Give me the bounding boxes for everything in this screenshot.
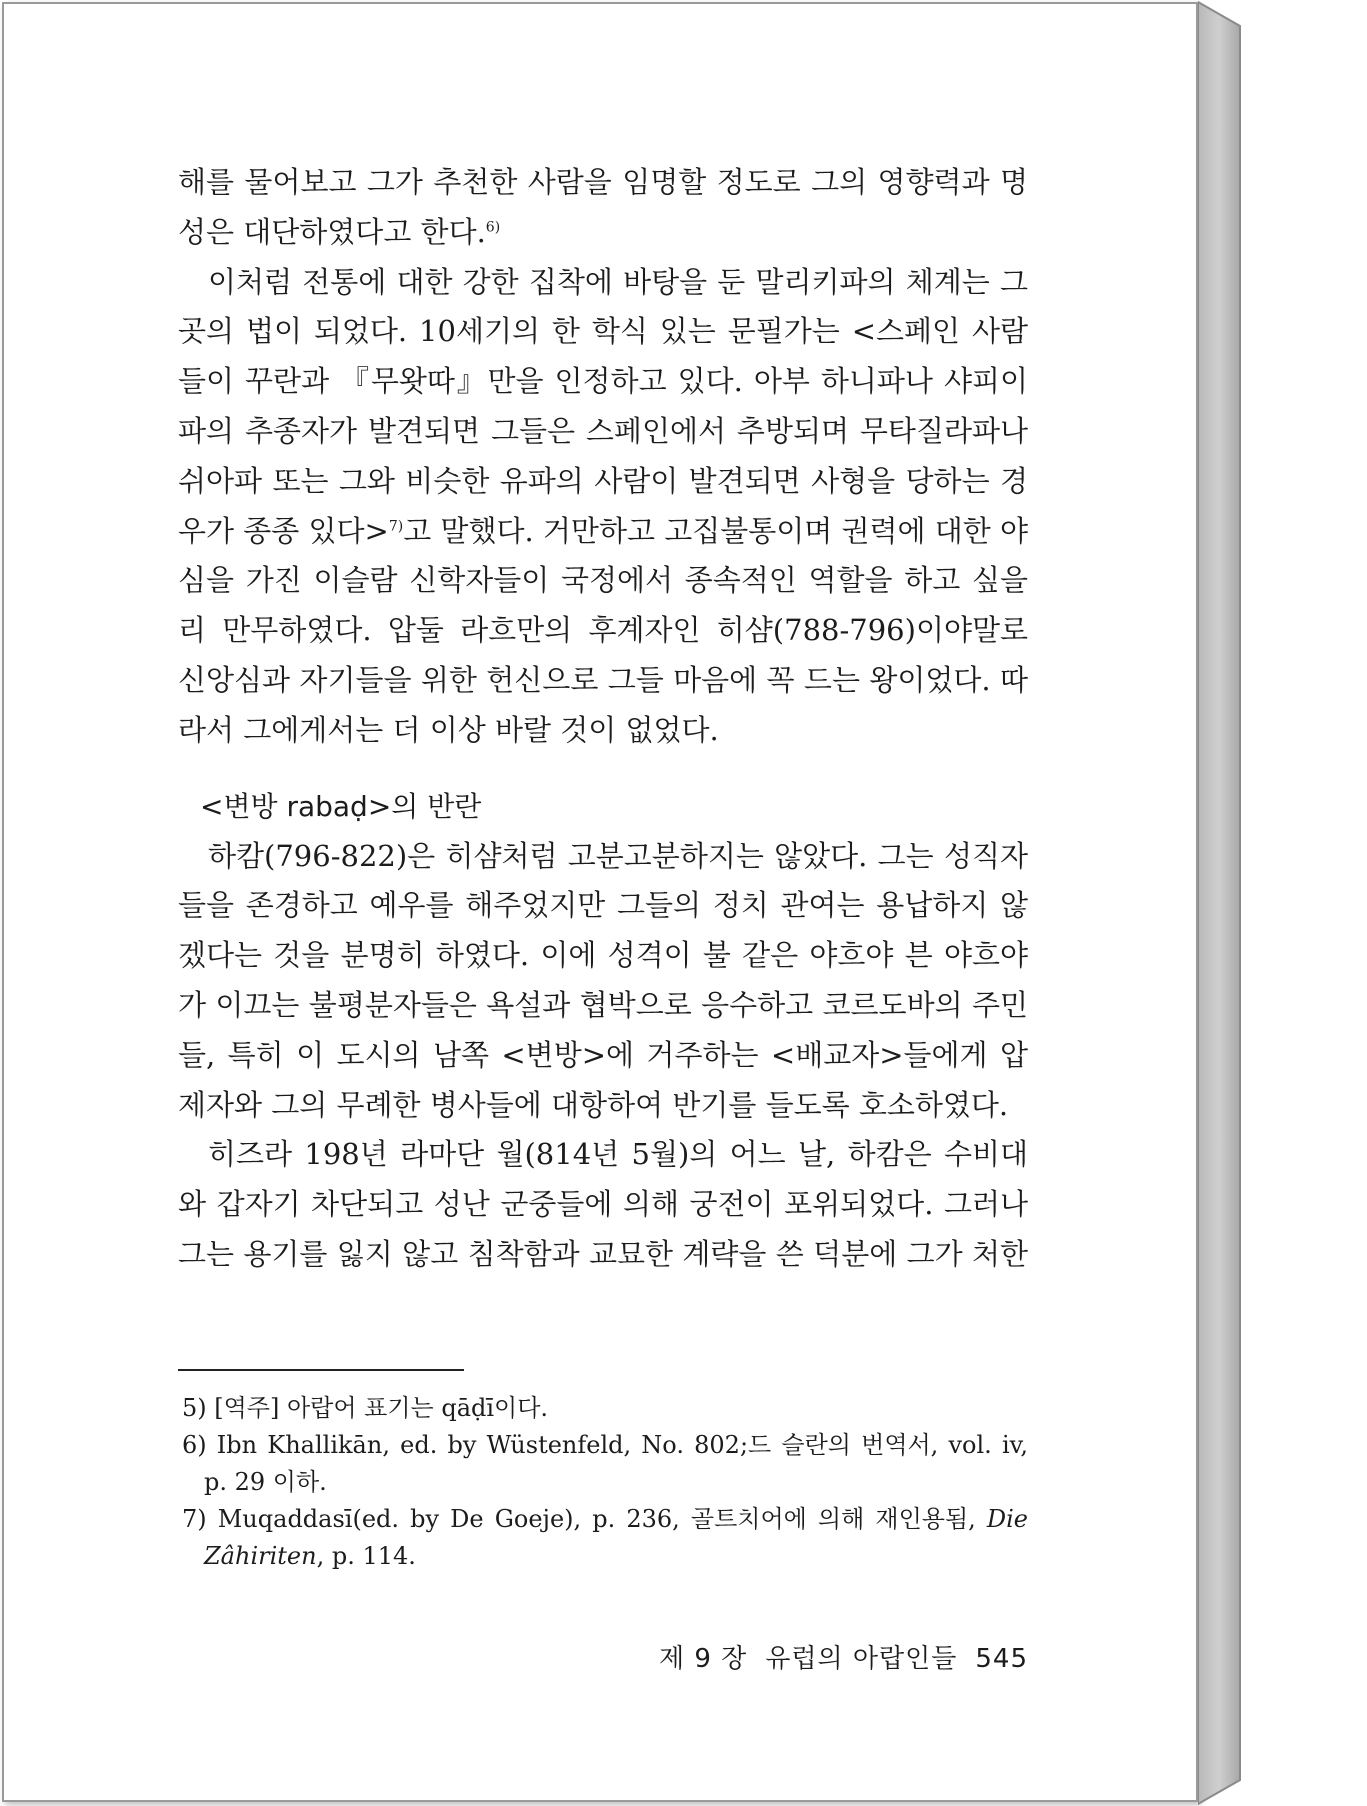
footnote-7-text-a: 7) Muqaddasī(ed. by De Goeje), p. 236, 골트치어에 의해 재인용됨,	[182, 1505, 987, 1533]
section-heading: <변방 rabaḍ>의 반란	[200, 789, 482, 823]
paragraph-2	[178, 258, 1028, 756]
footnote-6: 6) Ibn Khallikān, ed. by Wüstenfeld, No. 802;드 슬란의 번역서, vol. iv, p. 29 이하.	[182, 1431, 1028, 1496]
footnote-7-text-b: , p. 114.	[316, 1542, 416, 1570]
main-text	[178, 158, 1028, 1280]
book-spine-shape	[1198, 0, 1242, 1806]
paragraph-1	[178, 158, 1028, 258]
footnote-ref-7: 7)	[388, 517, 404, 534]
running-footer	[659, 1641, 1028, 1677]
footnote-5: 5) [역주] 아랍어 표기는 qāḍī이다.	[182, 1394, 549, 1422]
footer-chapter: 제 9 장	[658, 1644, 748, 1674]
paragraph-4: 히즈라 198년 라마단 월(814년 5월)의 어느 날, 하캄은 수비대와 갑자기 차단되고 성난 군중들에 의해 궁전이 포위되었다. 그러나 그는 용기를 잃지 않고 침착함과 교묘한 계략을 쓴 덕분에 그가 처한	[178, 1137, 1028, 1271]
paragraph-2-text-b: 고 말했다. 거만하고 고집불통이며 권력에 대한 야심을 가진 이슬람 신학자들이 국정에서 종속적인 역할을 하고 싶을리 만무하였다. 압둘 라흐만의 후계자인 히샴(788-796)이야말로 신앙심과 자기들을 위한 헌신으로 그들 마음에 꼭 드는 왕이었다. 따라서 그에게서는 더 이상 바랄 것이 없었다.	[178, 513, 1029, 747]
footnote-7	[182, 1501, 1028, 1575]
footnotes	[182, 1390, 1028, 1575]
footnote-ref-6: 6)	[485, 219, 501, 236]
footer-title: 유럽의 아랍인들	[765, 1644, 958, 1674]
paragraph-2-text-a: 이처럼 전통에 대한 강한 집착에 바탕을 둔 말리키파의 체계는 그곳의 법이 되었다. 10세기의 한 학식 있는 문필가는 <스페인 사람들이 꾸란과 『무왓따』만을 인정하고 있다. 아부 하니파나 샤피이파의 추종자가 발견되면 그들은 스페인에서 추방되며 무타질라파나 쉬아파 또는 그와 비슷한 유파의 사람이 발견되면 사형을 당하는 경우가 종종 있다>	[178, 264, 1028, 548]
paragraph-1-text: 해를 물어보고 그가 추천한 사람을 임명할 정도로 그의 영향력과 명성은 대단하였다고 한다.	[178, 165, 1028, 249]
footnote-7-italic-title: Die Zâhiriten	[204, 1505, 1028, 1570]
paragraph-3: 하캄(796-822)은 히샴처럼 고분고분하지는 않았다. 그는 성직자들을 존경하고 예우를 해주었지만 그들의 정치 관여는 용납하지 않겠다는 것을 분명히 하였다. 이에 성격이 불 같은 야흐야 븐 야흐야가 이끄는 불평분자들은 욕설과 협박으로 응수하고 코르도바의 주민들, 특히 이 도시의 남쪽 <변방>에 거주하는 <배교자>들에게 압제자와 그의 무례한 병사들에 대항하여 반기를 들도록 호소하였다.	[178, 838, 1028, 1122]
book-spine	[1198, 0, 1242, 1806]
page-number: 545	[975, 1644, 1028, 1674]
footnote-divider	[178, 1369, 464, 1371]
